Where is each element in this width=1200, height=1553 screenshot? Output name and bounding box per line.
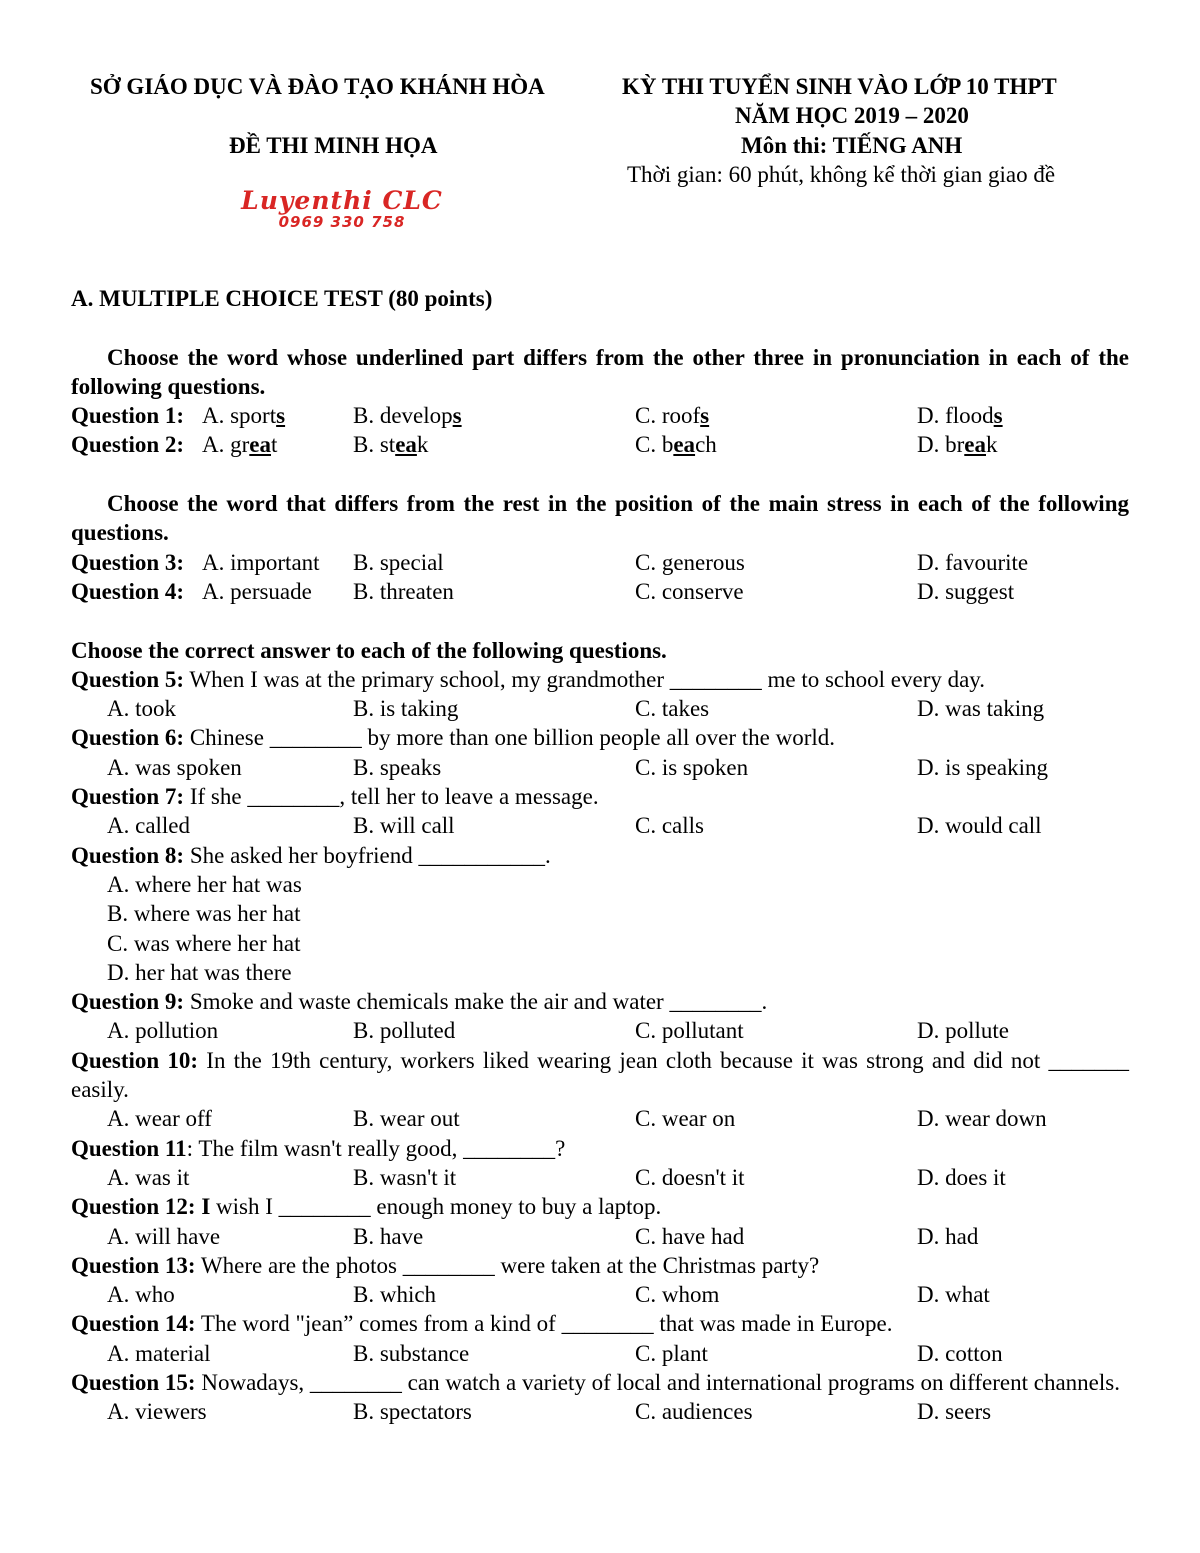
instruction-pronunciation: Choose the word whose underlined part differs from the other three in pronunciation in each of the following questions. bbox=[71, 344, 1129, 399]
options-5 bbox=[71, 694, 1129, 723]
question-11 bbox=[71, 1134, 1129, 1163]
question-6 bbox=[71, 723, 1129, 752]
option-d[interactable]: D. break bbox=[917, 432, 998, 458]
option-d[interactable]: D. does it bbox=[917, 1164, 1006, 1190]
exam-name: KỲ THI TUYỂN SINH VÀO LỚP 10 THPT bbox=[622, 74, 1057, 99]
duration: Thời gian: 60 phút, không kể thời gian giao đề bbox=[627, 162, 1056, 187]
question-label: Question 5: bbox=[71, 666, 185, 692]
option-c[interactable]: C. whom bbox=[635, 1282, 720, 1308]
question-label: Question 2: bbox=[71, 432, 185, 458]
option-b[interactable]: B. have bbox=[353, 1223, 424, 1249]
question-text: If she ________, tell her to leave a message. bbox=[184, 784, 599, 810]
option-c[interactable]: C. audiences bbox=[635, 1399, 753, 1425]
option-d[interactable]: D. would call bbox=[917, 813, 1042, 839]
question-label: Question 11 bbox=[71, 1135, 187, 1161]
option-b[interactable]: B. where was her hat bbox=[107, 901, 301, 927]
question-label: Question 14: bbox=[71, 1311, 196, 1337]
option-b[interactable]: B. substance bbox=[353, 1340, 470, 1366]
question-text: Chinese ________ by more than one billion people all over the world. bbox=[184, 725, 835, 751]
option-b[interactable]: B. spectators bbox=[353, 1399, 472, 1425]
question-label: Question 9: bbox=[71, 989, 185, 1015]
option-c[interactable]: C. have had bbox=[635, 1223, 745, 1249]
options-6 bbox=[71, 753, 1129, 782]
logo-text: Luyenthi CLC bbox=[241, 186, 443, 215]
options-14 bbox=[71, 1339, 1129, 1368]
option-b[interactable]: B. threaten bbox=[353, 578, 454, 604]
options-12 bbox=[71, 1222, 1129, 1251]
department-name: SỞ GIÁO DỤC VÀ ĐÀO TẠO KHÁNH HÒA bbox=[90, 74, 545, 99]
option-a[interactable]: A. pollution bbox=[107, 1018, 219, 1044]
logo bbox=[232, 188, 452, 234]
option-a[interactable]: A. wear off bbox=[107, 1106, 212, 1132]
question-3 bbox=[71, 548, 1129, 577]
option-c[interactable]: C. pollutant bbox=[635, 1018, 744, 1044]
question-13 bbox=[71, 1251, 1129, 1280]
option-b[interactable]: B. polluted bbox=[353, 1018, 456, 1044]
option-b[interactable]: B. develops bbox=[353, 403, 462, 429]
option-a[interactable]: A. persuade bbox=[202, 578, 312, 604]
option-a[interactable]: A. called bbox=[107, 813, 191, 839]
instruction-correct-answer: Choose the correct answer to each of the following questions. bbox=[71, 637, 667, 663]
option-d[interactable]: D. seers bbox=[917, 1399, 992, 1425]
option-b[interactable]: B. wear out bbox=[353, 1106, 460, 1132]
question-4 bbox=[71, 577, 1129, 606]
option-c[interactable]: C. beach bbox=[635, 432, 717, 458]
question-15 bbox=[71, 1368, 1129, 1397]
option-c[interactable]: C. conserve bbox=[635, 578, 744, 604]
question-8 bbox=[71, 841, 1129, 870]
question-label: Question 4: bbox=[71, 578, 185, 604]
question-label: Question 12: I bbox=[71, 1194, 211, 1220]
question-text: Nowadays, ________ can watch a variety of local and international programs on different channels. bbox=[195, 1369, 1120, 1395]
option-a[interactable]: A. will have bbox=[107, 1223, 221, 1249]
question-text: When I was at the primary school, my grandmother ________ me to school every day. bbox=[184, 666, 986, 692]
question-label: Question 13: bbox=[71, 1252, 196, 1278]
option-a[interactable]: A. took bbox=[107, 696, 176, 722]
option-d[interactable]: D. pollute bbox=[917, 1018, 1009, 1044]
option-c[interactable]: C. takes bbox=[635, 696, 710, 722]
options-11 bbox=[71, 1163, 1129, 1192]
question-14 bbox=[71, 1309, 1129, 1338]
subject: Môn thi: TIẾNG ANH bbox=[741, 133, 963, 158]
option-b[interactable]: B. wasn't it bbox=[353, 1164, 457, 1190]
question-text: wish I ________ enough money to buy a laptop. bbox=[210, 1194, 662, 1220]
option-d[interactable]: D. cotton bbox=[917, 1340, 1003, 1366]
option-c[interactable]: C. calls bbox=[635, 813, 704, 839]
option-d[interactable]: D. was taking bbox=[917, 696, 1045, 722]
question-5 bbox=[71, 665, 1129, 694]
question-label: Question 7: bbox=[71, 784, 185, 810]
option-a[interactable]: A. material bbox=[107, 1340, 211, 1366]
option-c[interactable]: C. plant bbox=[635, 1340, 708, 1366]
option-c[interactable]: C. wear on bbox=[635, 1106, 736, 1132]
question-text: : The film wasn't really good, ________? bbox=[186, 1135, 566, 1161]
option-d[interactable]: D. favourite bbox=[917, 549, 1029, 575]
option-d[interactable]: D. her hat was there bbox=[107, 959, 292, 985]
question-label: Question 8: bbox=[71, 842, 185, 868]
option-c[interactable]: C. doesn't it bbox=[635, 1164, 745, 1190]
option-a[interactable]: A. was spoken bbox=[107, 754, 242, 780]
options-15 bbox=[71, 1397, 1129, 1426]
question-text: The word "jean” comes from a kind of ________ that was made in Europe. bbox=[195, 1311, 893, 1337]
option-b[interactable]: B. is taking bbox=[353, 696, 459, 722]
question-2 bbox=[71, 430, 1129, 459]
option-a[interactable]: A. who bbox=[107, 1282, 175, 1308]
option-c[interactable]: C. was where her hat bbox=[107, 930, 301, 956]
question-9 bbox=[71, 987, 1129, 1016]
section-title: A. MULTIPLE CHOICE TEST (80 points) bbox=[71, 286, 493, 311]
option-d[interactable]: D. suggest bbox=[917, 578, 1015, 604]
exam-type: ĐỀ THI MINH HỌA bbox=[229, 133, 438, 158]
option-d[interactable]: D. floods bbox=[917, 403, 1003, 429]
option-c[interactable]: C. generous bbox=[635, 549, 745, 575]
school-year: NĂM HỌC 2019 – 2020 bbox=[735, 103, 969, 128]
question-label: Question 1: bbox=[71, 403, 185, 429]
question-10 bbox=[71, 1046, 1129, 1105]
option-b[interactable]: B. steak bbox=[353, 432, 429, 458]
option-a[interactable]: A. was it bbox=[107, 1164, 190, 1190]
option-a[interactable]: A. important bbox=[202, 549, 320, 575]
question-label: Question 15: bbox=[71, 1369, 196, 1395]
option-c[interactable]: C. roofs bbox=[635, 403, 710, 429]
question-label: Question 3: bbox=[71, 549, 185, 575]
option-a[interactable]: A. sports bbox=[202, 403, 286, 429]
question-text: Where are the photos ________ were taken at the Christmas party? bbox=[195, 1252, 820, 1278]
question-1 bbox=[71, 401, 1129, 430]
option-b[interactable]: B. which bbox=[353, 1282, 437, 1308]
question-7 bbox=[71, 782, 1129, 811]
option-a[interactable]: A. viewers bbox=[107, 1399, 207, 1425]
options-10 bbox=[71, 1104, 1129, 1133]
instruction-stress: Choose the word that differs from the rest in the position of the main stress in each of the following questions. bbox=[71, 491, 1129, 546]
option-c[interactable]: C. is spoken bbox=[635, 754, 749, 780]
question-text: Smoke and waste chemicals make the air and water ________. bbox=[184, 989, 768, 1015]
question-label: Question 10: bbox=[71, 1047, 199, 1073]
option-d[interactable]: D. had bbox=[917, 1223, 979, 1249]
option-a[interactable]: A. where her hat was bbox=[107, 871, 302, 897]
option-d[interactable]: D. what bbox=[917, 1282, 990, 1308]
options-9 bbox=[71, 1016, 1129, 1045]
option-b[interactable]: B. will call bbox=[353, 813, 455, 839]
option-b[interactable]: B. special bbox=[353, 549, 444, 575]
question-label: Question 6: bbox=[71, 725, 185, 751]
question-text: She asked her boyfriend ___________. bbox=[184, 842, 551, 868]
options-13 bbox=[71, 1280, 1129, 1309]
option-b[interactable]: B. speaks bbox=[353, 754, 442, 780]
question-text: In the 19th century, workers liked wearing jean cloth because it was strong and did not _______ easily. bbox=[71, 1047, 1129, 1103]
option-d[interactable]: D. is speaking bbox=[917, 754, 1048, 780]
options-7 bbox=[71, 811, 1129, 840]
option-d[interactable]: D. wear down bbox=[917, 1106, 1047, 1132]
logo-phone: 0969 330 758 bbox=[278, 213, 406, 231]
option-a[interactable]: A. great bbox=[202, 432, 278, 458]
question-12 bbox=[71, 1192, 1129, 1221]
exam-content bbox=[71, 284, 1129, 1427]
